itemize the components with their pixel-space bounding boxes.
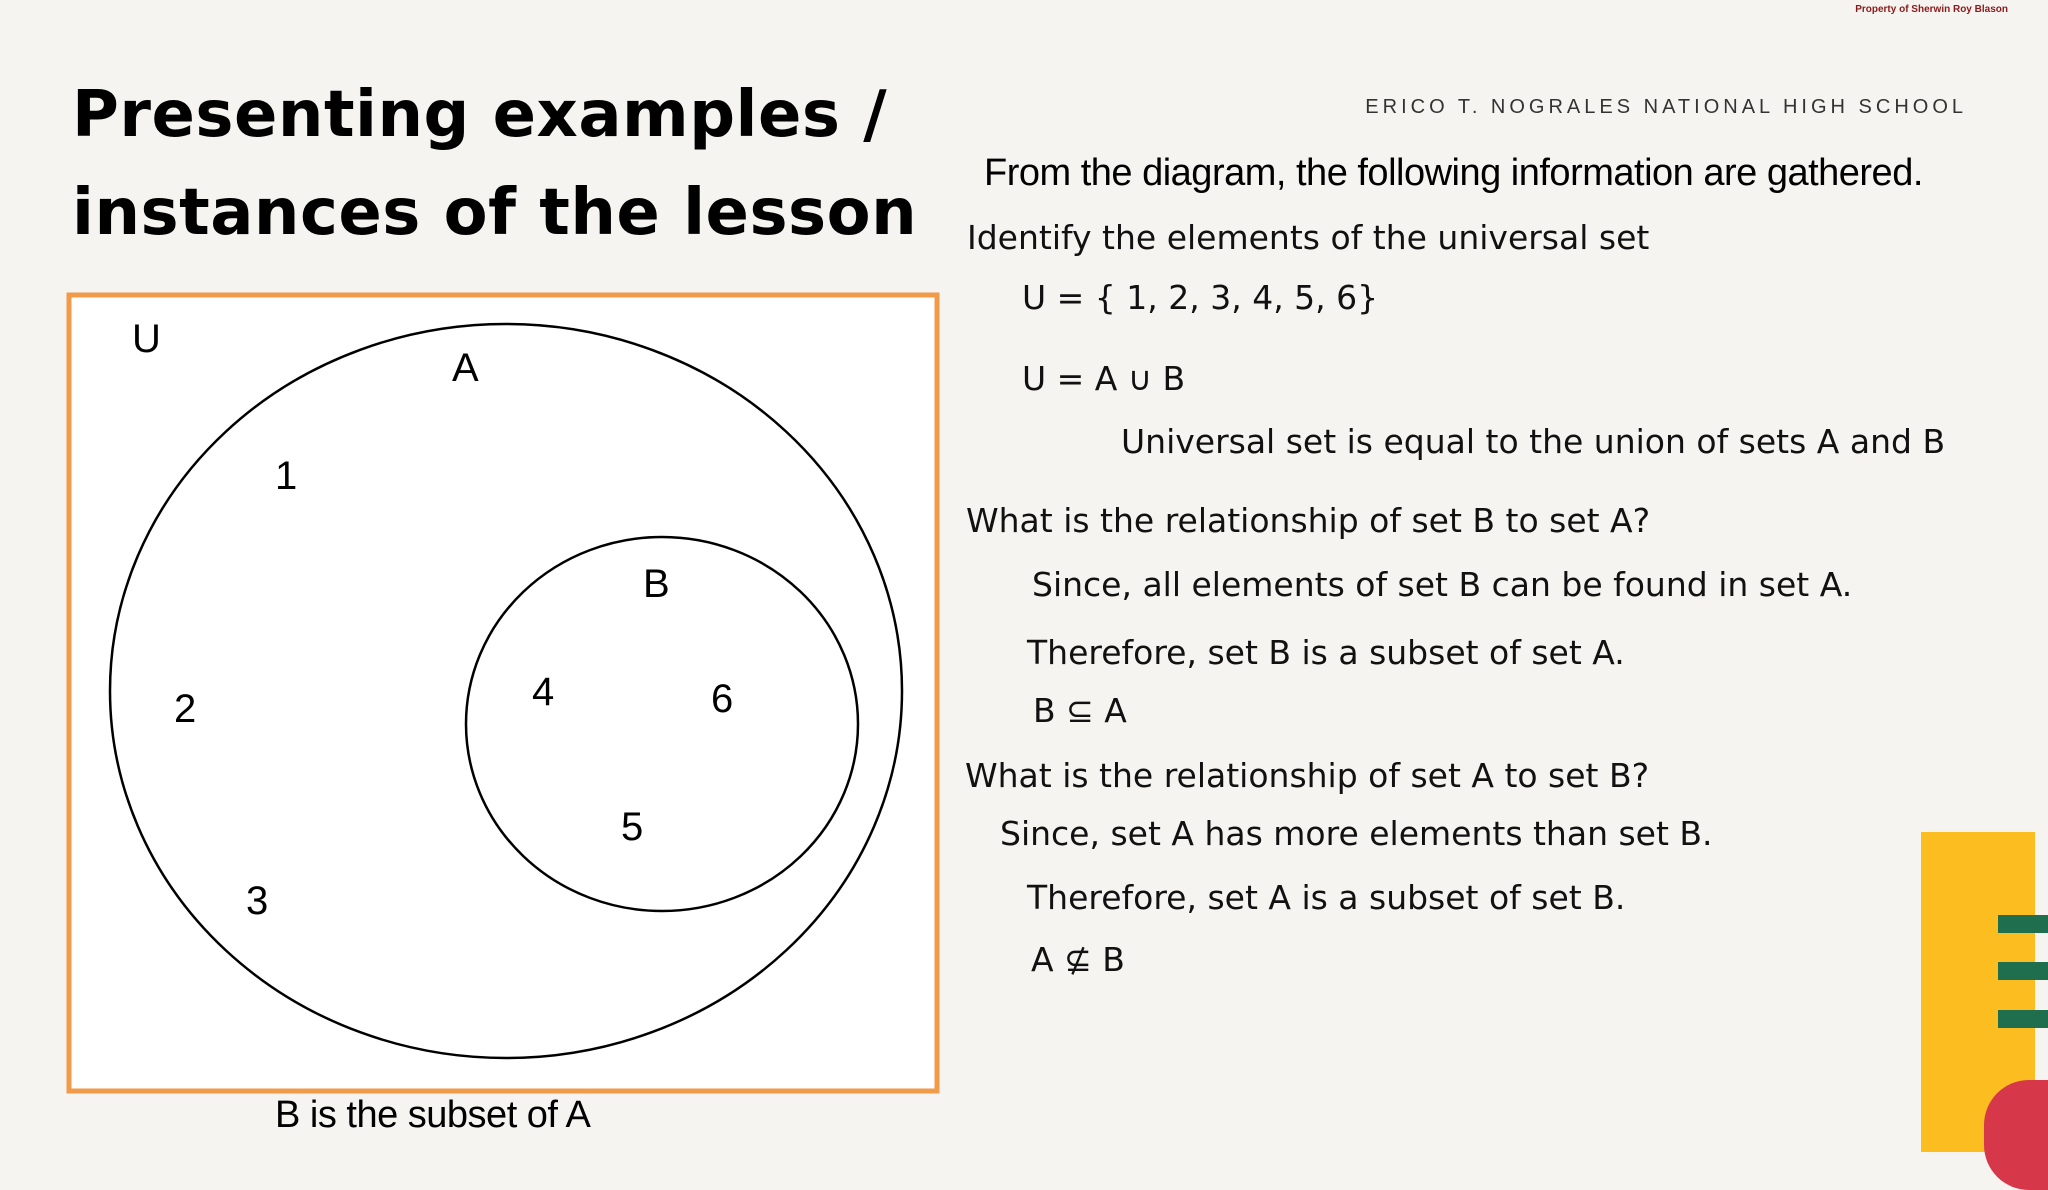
b-to-a-conclusion: Therefore, set B is a subset of set A.	[1027, 633, 1625, 672]
watermark-text: Property of Sherwin Roy Blason	[1855, 4, 2008, 15]
a-to-b-conclusion: Therefore, set A is a subset of set B.	[1027, 878, 1626, 917]
b-subset-a-symbol: B ⊆ A	[1033, 691, 1127, 730]
info-heading: From the diagram, the following information are gathered.	[984, 152, 1923, 194]
universal-set-label: U	[132, 317, 161, 361]
decor-green-stripe-3	[1998, 1010, 2048, 1028]
question-a-to-b: What is the relationship of set A to set B?	[965, 756, 1650, 795]
universal-set-box	[69, 295, 937, 1091]
element-2: 2	[174, 687, 197, 731]
element-5: 5	[621, 805, 644, 849]
b-to-a-reason: Since, all elements of set B can be found in set A.	[1032, 565, 1853, 604]
element-4: 4	[532, 670, 555, 714]
element-6: 6	[711, 677, 734, 721]
set-b-label: B	[643, 562, 670, 606]
element-1: 1	[275, 454, 298, 498]
page-title-line2: instances of the lesson	[72, 176, 918, 250]
a-to-b-reason: Since, set A has more elements than set B.	[1000, 814, 1713, 853]
universal-set-union-description: Universal set is equal to the union of sets A and B	[1121, 422, 1946, 461]
universal-set-elements: U = { 1, 2, 3, 4, 5, 6}	[1022, 278, 1379, 317]
decor-green-stripe-1	[1998, 915, 2048, 933]
diagram-caption: B is the subset of A	[275, 1094, 591, 1136]
page-title-line1: Presenting examples /	[72, 78, 888, 152]
a-not-subset-b-symbol: A ⊈ B	[1031, 940, 1125, 979]
element-3: 3	[246, 879, 269, 923]
question-universal-set: Identify the elements of the universal set	[967, 218, 1650, 257]
set-a-label: A	[452, 346, 479, 390]
question-b-to-a: What is the relationship of set B to set A?	[966, 501, 1651, 540]
decor-green-stripe-2	[1998, 962, 2048, 980]
decor-red-shape	[1984, 1080, 2048, 1190]
universal-set-union: U = A ∪ B	[1022, 359, 1186, 398]
school-name: ERICO T. NOGRALES NATIONAL HIGH SCHOOL	[1365, 96, 1967, 118]
